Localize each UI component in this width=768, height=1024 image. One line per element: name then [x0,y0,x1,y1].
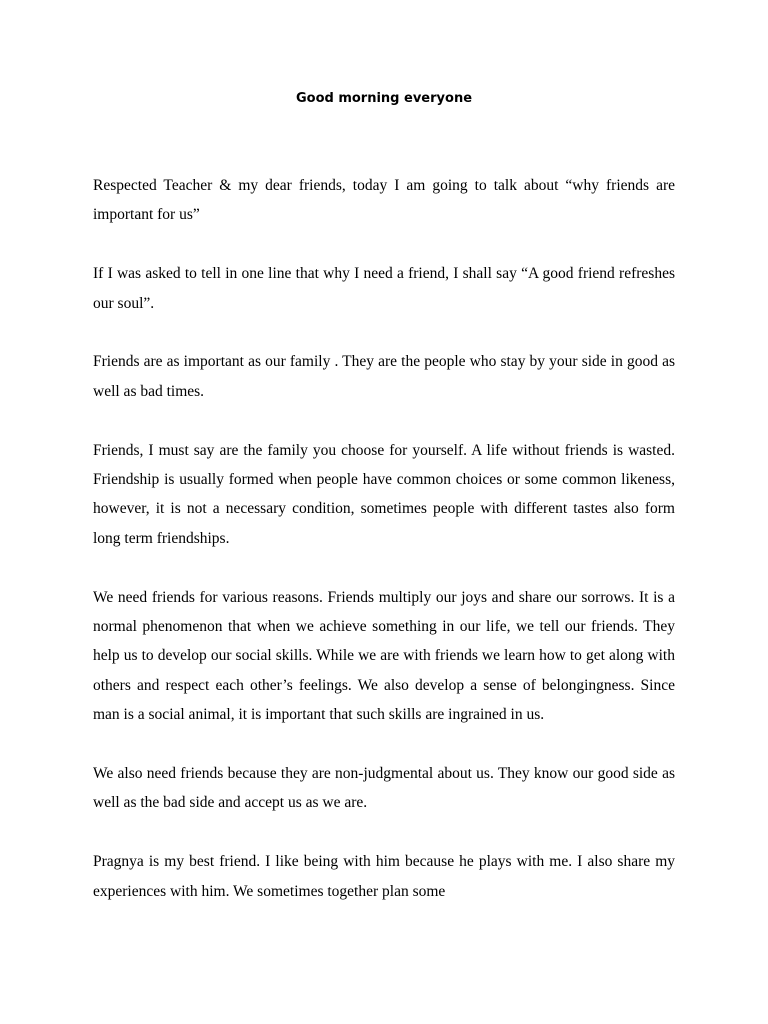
paragraph-family: Friends are as important as our family . They are the people who stay by your side in good as well as bad times. [93,353,675,400]
document-body [93,171,675,935]
paragraph-reasons: We need friends for various reasons. Friends multiply our joys and share our sorrows. It is a normal phenomenon that when we achieve something in our life, we tell our friends. They help us to develop our social skills. While we are with friends we learn how to get along with others and respect each other’s feelings. We also develop a sense of belongingness. Since man is a social animal, it is important that such skills are ingrained in us. [93,588,675,724]
paragraph-non-judgmental: We also need friends because they are non-judgmental about us. They know our good side as well as the bad side and accept us as we are. [93,765,675,812]
paragraph-choose: Friends, I must say are the family you choose for yourself. A life without friends is wasted. Friendship is usually formed when people have common choices or some common likeness, however, it is not a necessary condition, sometimes people with different tastes also form long term friendships. [93,441,675,547]
paragraph-best-friend: Pragnya is my best friend. I like being with him because he plays with me. I also share my experiences with him. We sometimes together plan some [93,853,675,900]
document-title: Good morning everyone [295,91,473,106]
paragraph-intro: Respected Teacher & my dear friends, today I am going to talk about “why friends are important for us” [93,177,675,224]
paragraph-one-line: If I was asked to tell in one line that why I need a friend, I shall say “A good friend refreshes our soul”. [93,265,675,312]
